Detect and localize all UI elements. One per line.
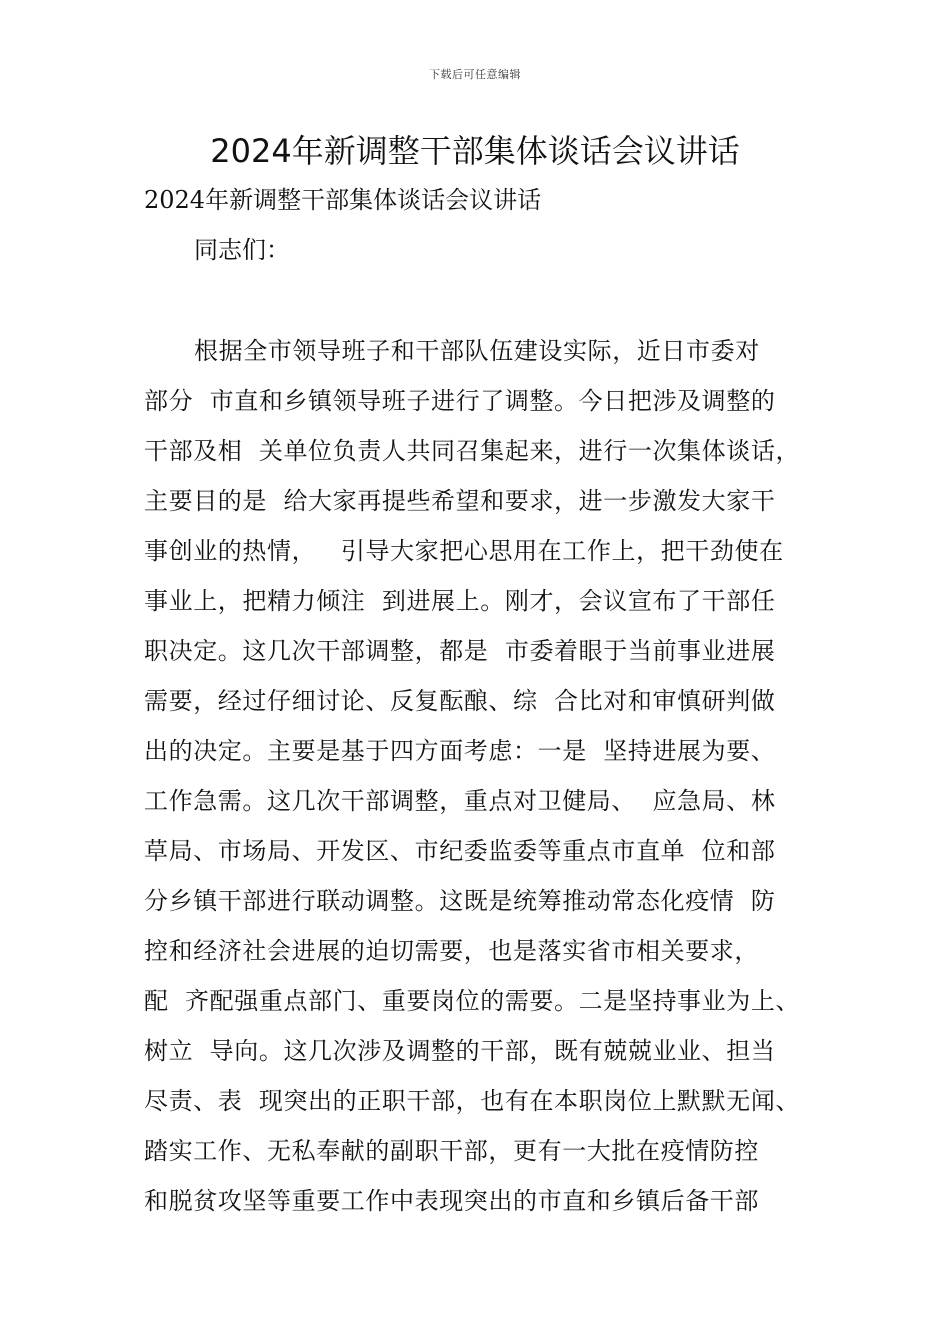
body-line: 踏实工作、无私奉献的副职干部，更有一大批在疫情防控 [144,1137,759,1165]
body-line: 出的决定。主要是基于四方面考虑：一是 坚持进展为要、 [144,737,776,765]
body-line: 事创业的热情， 引导大家把心思用在工作上，把干劲使在 [144,537,784,565]
body-line: 草局、市场局、开发区、市纪委监委等重点市直单 位和部 [144,837,776,865]
body-line: 事业上，把精力倾注 到进展上。刚才，会议宣布了干部任 [144,587,776,615]
greeting: 同志们： [194,236,290,264]
body-line: 尽责、表 现突出的正职干部，也有在本职岗位上默默无闻、 [144,1087,801,1115]
body-line: 部分 市直和乡镇领导班子进行了调整。今日把涉及调整的 [144,387,776,415]
body-line: 干部及相 关单位负责人共同召集起来，进行一次集体谈话， [144,437,801,465]
body-line: 需要，经过仔细讨论、反复酝酿、综 合比对和审慎研判做 [144,687,776,715]
body-line: 职决定。这几次干部调整，都是 市委着眼于当前事业进展 [144,637,776,665]
body-line: 分乡镇干部进行联动调整。这既是统筹推动常态化疫情 防 [144,887,776,915]
document-subtitle: 2024年新调整干部集体谈话会议讲话 [144,186,542,214]
body-line: 和脱贫攻坚等重要工作中表现突出的市直和乡镇后备干部 [144,1187,759,1215]
body-line: 树立 导向。这几次涉及调整的干部，既有兢兢业业、担当 [144,1037,776,1065]
body-line: 配 齐配强重点部门、重要岗位的需要。二是坚持事业为上、 [144,987,801,1015]
header-note: 下载后可任意编辑 [429,68,521,81]
body-line: 主要目的是 给大家再提些希望和要求，进一步激发大家干 [144,487,776,515]
body-line: 控和经济社会进展的迫切需要，也是落实省市相关要求， [144,937,759,965]
body-line: 工作急需。这几次干部调整，重点对卫健局、 应急局、林 [144,787,776,815]
body-text [144,333,844,1233]
body-line: 根据全市领导班子和干部队伍建设实际，近日市委对 [194,337,760,365]
document-title: 2024年新调整干部集体谈话会议讲话 [210,132,740,170]
